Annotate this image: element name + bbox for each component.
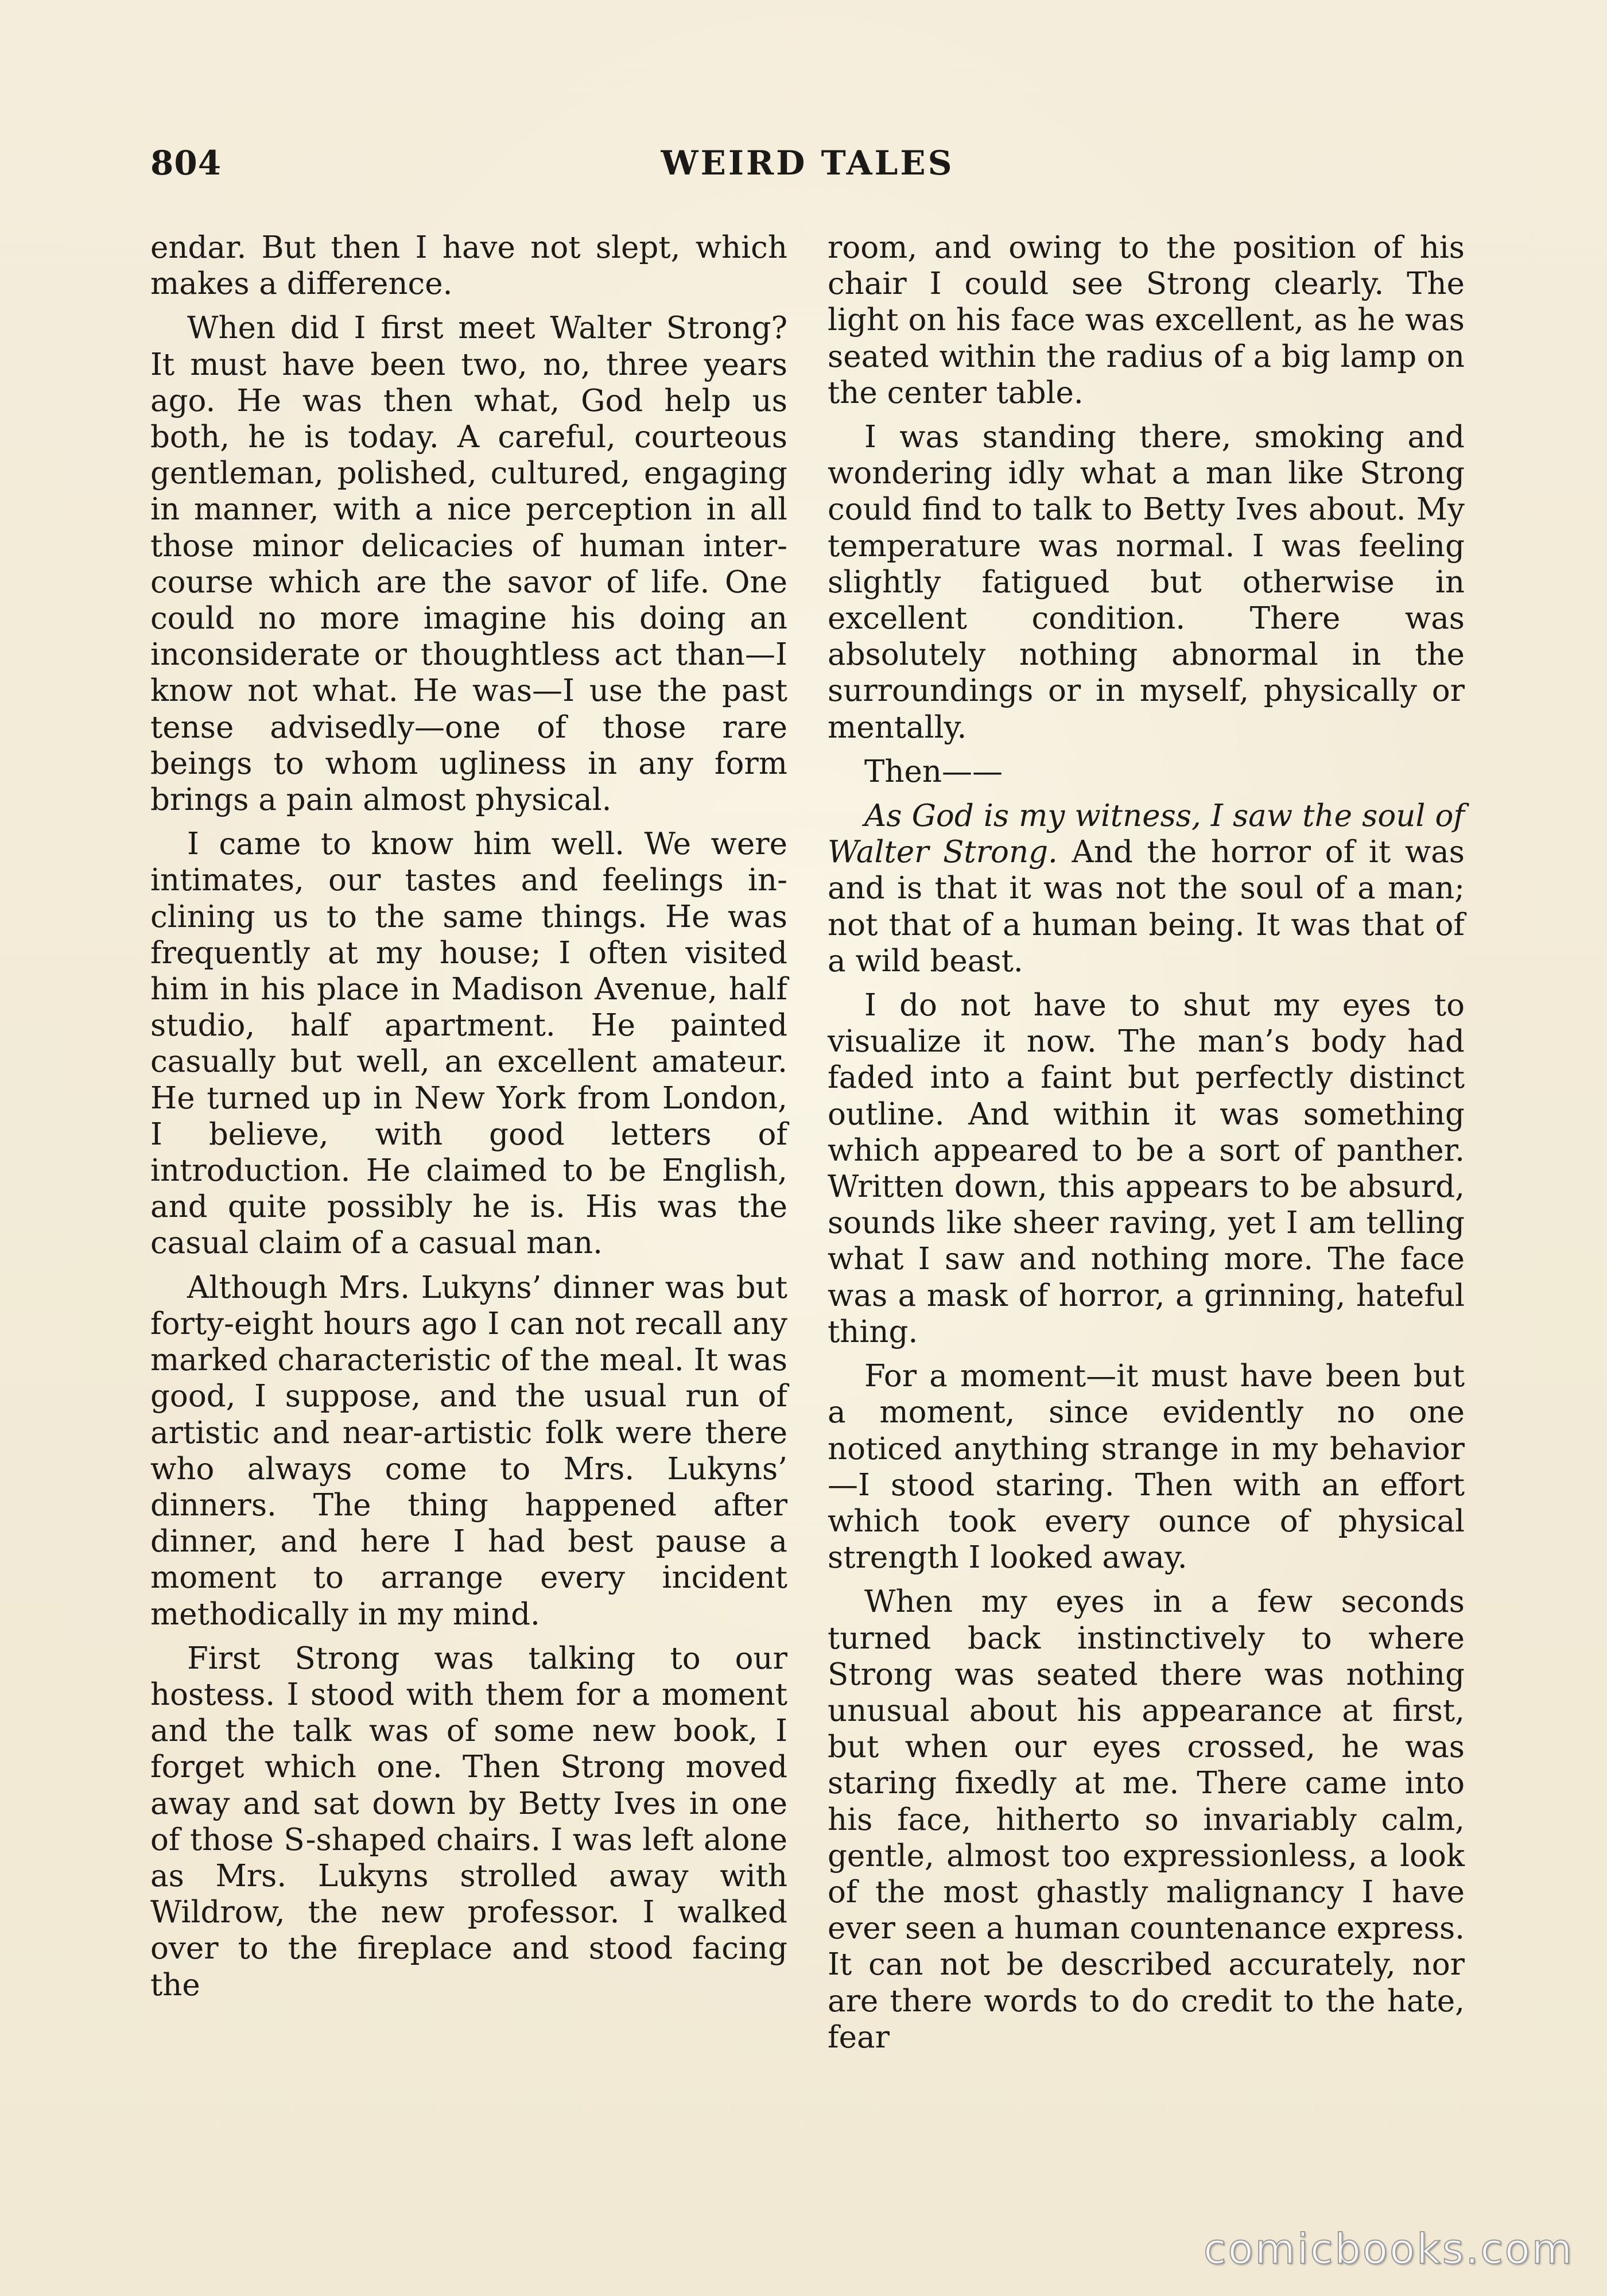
right-paragraph-4: [828, 798, 1465, 979]
left-paragraph-4: Although Mrs. Lukyns’ dinner was but forty-eight hours ago I can not recall any marked characteristic of the meal. It was good, I suppose, and the usual run of artistic and near-artistic folk were there who always come to Mrs. Lukyns’ dinners. The thing happened after dinner, and here I had best pause a moment to arrange every incident methodically in my mind.: [150, 1270, 787, 1632]
right-paragraph-5: I do not have to shut my eyes to visualize it now. The man’s body had faded into a faint but perfectly distinct outline. And within it was something which appeared to be a sort of panther. Written down, this appears to be absurd, sounds like sheer raving, yet I am telling what I saw and nothing more. The face was a mask of horror, a grinning, hateful thing.: [828, 988, 1465, 1349]
right-paragraph-1: room, and owing to the position of his chair I could see Strong clearly. The light on his face was excellent, as he was seated within the radius of a big lamp on the center table.: [828, 230, 1465, 410]
right-paragraph-3: Then——: [864, 754, 1003, 789]
running-title: WEIRD TALES: [661, 144, 954, 183]
right-paragraph-2: I was standing there, smoking and wondering idly what a man like Strong could find to talk to Betty Ives about. My temperature was normal. I was feeling slightly fatigued but otherwise in excellent condition. There was absolutely nothing abnormal in the surroundings or in myself, physically or mentally.: [828, 420, 1465, 745]
right-paragraph-6: For a moment—it must have been but a moment, since evidently no one noticed anything strange in my behavior—I stood staring. Then with an effort which took every ounce of physical strength I looked away.: [828, 1359, 1465, 1576]
left-paragraph-1: endar. But then I have not slept, which makes a difference.: [150, 230, 787, 302]
left-paragraph-5: First Strong was talking to our hostess. I stood with them for a moment and the talk was of some new book, I forget which one. Then Strong moved away and sat down by Betty Ives in one of those S-shaped chairs. I was left alone as Mrs. Lukyns strolled away with Wildrow, the new professor. I walked over to the fireplace and stood facing the: [150, 1640, 787, 2003]
page-header: [150, 144, 1465, 189]
right-paragraph-7: When my eyes in a few seconds turned back instinctively to where Strong was seated there was nothing unusual about his appearance at first, but when our eyes crossed, he was staring fixedly at me. There came into his face, hitherto so invariably calm, gentle, almost too expressionless, a look of the most ghastly malignancy I have ever seen a human countenance express. It can not be described accurately, nor are there words to do credit to the hate, fear: [828, 1584, 1465, 2055]
left-paragraph-3: I came to know him well. We were intimates, our tastes and feelings inclining us to the same things. He was frequently at my house; I often visited him in his place in Madison Avenue, half studio, half apartment. He painted casually but well, an excellent amateur. He turned up in New York from London, I believe, with good letters of introduction. He claimed to be English, and quite possibly he is. His was the casual claim of a casual man.: [150, 827, 787, 1261]
italic-testimony: As God is my witness, I saw the soul of Walter Strong.: [828, 798, 1465, 870]
left-column: [150, 230, 787, 2011]
site-watermark: comicbooks.com: [1203, 2225, 1574, 2273]
page-number: 804: [150, 144, 222, 183]
left-paragraph-2: When did I first meet Walter Strong? It must have been two, no, three years ago. He was then what, God help us both, he is today. A careful, courteous gentleman, polished, cultured, engaging in manner, with a nice perception in all those minor delicacies of human intercourse which are the savor of life. One could no more imagine his doing an inconsiderate or thoughtless act than—I know not what. He was—I use the past tense advisedly—one of those rare beings to whom ugliness in any form brings a pain almost physical.: [150, 311, 787, 818]
right-column: [828, 230, 1465, 2064]
right-paragraph-4-rest: And the horror of it was and is that it was not the soul of a man; not that of a human being. It was that of a wild beast.: [828, 835, 1465, 979]
